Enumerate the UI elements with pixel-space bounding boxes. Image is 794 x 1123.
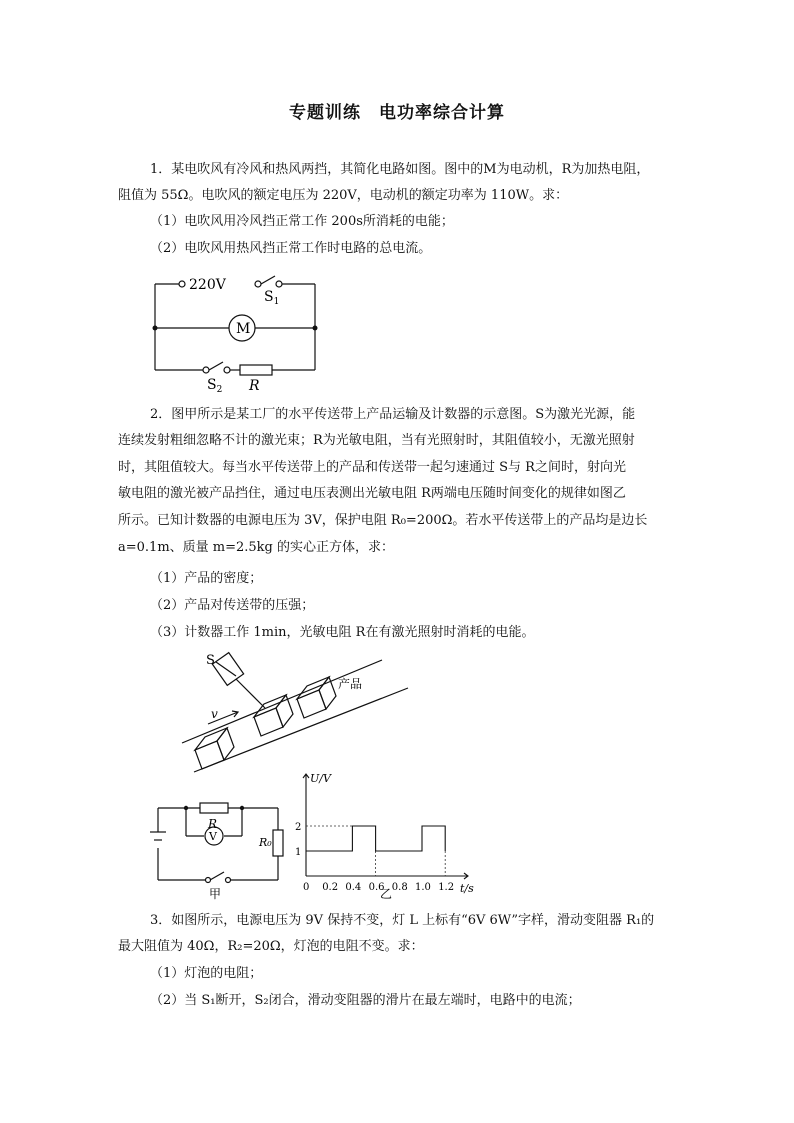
q2-circuit-diagram — [148, 796, 288, 900]
voltmeter-label: V — [209, 830, 217, 843]
x-axis-label: t/s — [460, 882, 474, 895]
laser-source-label: S — [206, 653, 215, 668]
q1-line1: 1．某电吹风有冷风和热风两挡，其简化电路如图。图中的M为电动机，R为加热电阻， — [150, 162, 650, 177]
x-tick-label: 1.0 — [415, 882, 431, 893]
q2-conveyor-diagram — [180, 648, 420, 778]
velocity-label: v — [211, 707, 218, 721]
q3-line2: 最大阻值为 40Ω，R₂=20Ω，灯泡的电阻不变。求： — [118, 939, 424, 954]
q2-line5: 所示。已知计数器的电源电压为 3V，保护电阻 R₀=200Ω。若水平传送带上的产品均是边长 — [118, 513, 648, 528]
page-title: 专题训练 电功率综合计算 — [289, 103, 505, 123]
q2-line1: 2．图甲所示是某工厂的水平传送带上产品运输及计数器的示意图。S为激光光源，能 — [150, 407, 636, 422]
q2-line3: 时，其阻值较大。每当水平传送带上的产品和传送带一起匀速通过 S与 R之间时，射向光 — [118, 460, 626, 475]
q1-motor-label: M — [236, 321, 251, 337]
y-tick-label: 1 — [295, 847, 302, 858]
x-tick-label: 0 — [303, 882, 310, 893]
x-tick-label: 0.4 — [345, 882, 362, 893]
product-cube-3 — [297, 677, 336, 718]
q2-line2: 连续发射粗细忽略不计的激光束；R为光敏电阻，当有光照射时，其阻值较小，无激光照射 — [118, 433, 635, 448]
x-tick-label: 0.8 — [391, 882, 408, 893]
x-tick-label: 1.2 — [438, 882, 455, 893]
q1-r-label: R — [249, 378, 260, 394]
q2-sub1: （1）产品的密度； — [150, 571, 263, 586]
product-label: 产品 — [338, 677, 363, 691]
voltage-series-line — [306, 826, 445, 851]
q2-sub3: （3）计数器工作 1min，光敏电阻 R在有激光照射时消耗的电能。 — [150, 625, 535, 640]
x-tick-label: 0.6 — [368, 882, 385, 893]
y-axis-label: U/V — [310, 772, 331, 785]
product-cube-2 — [254, 695, 293, 736]
q2-sub2: （2）产品对传送带的压强； — [150, 598, 315, 613]
q1-sub2: （2）电吹风用热风挡正常工作时电路的总电流。 — [150, 241, 432, 256]
y-tick-label: 2 — [295, 822, 302, 833]
photoresistor-label: R — [208, 817, 218, 831]
x-tick-label: 0.2 — [322, 882, 339, 893]
q1-s2-label: $S_2$ — [207, 377, 223, 395]
figure-jia-caption: 甲 — [209, 887, 222, 900]
figure-yi-caption: 乙 — [380, 887, 393, 900]
q3-sub2: （2）当 S₁断开，S₂闭合，滑动变阻器的滑片在最左端时，电路中的电流； — [150, 993, 581, 1008]
q1-line2: 阻值为 55Ω。电吹风的额定电压为 220V，电动机的额定功率为 110W。求： — [118, 188, 569, 203]
q1-circuit-diagram — [145, 268, 325, 398]
q1-voltage-label: 220V — [189, 277, 226, 293]
product-cube-1 — [195, 728, 234, 769]
voltage-time-chart — [290, 768, 480, 900]
q3-sub1: （1）灯泡的电阻； — [150, 966, 263, 981]
r0-label: R₀ — [259, 836, 272, 849]
q1-sub1: （1）电吹风用冷风挡正常工作 200s所消耗的电能； — [150, 214, 454, 229]
q2-line6: a=0.1m、质量 m=2.5kg 的实心正方体，求： — [118, 540, 395, 555]
q1-s1-label: $S_1$ — [264, 289, 280, 307]
q3-line1: 3．如图所示，电源电压为 9V 保持不变，灯 L 上标有“6V 6W”字样，滑动变阻器 R₁的 — [150, 913, 655, 928]
q2-line4: 敏电阻的激光被产品挡住，通过电压表测出光敏电阻 R两端电压随时间变化的规律如图乙 — [118, 486, 626, 501]
